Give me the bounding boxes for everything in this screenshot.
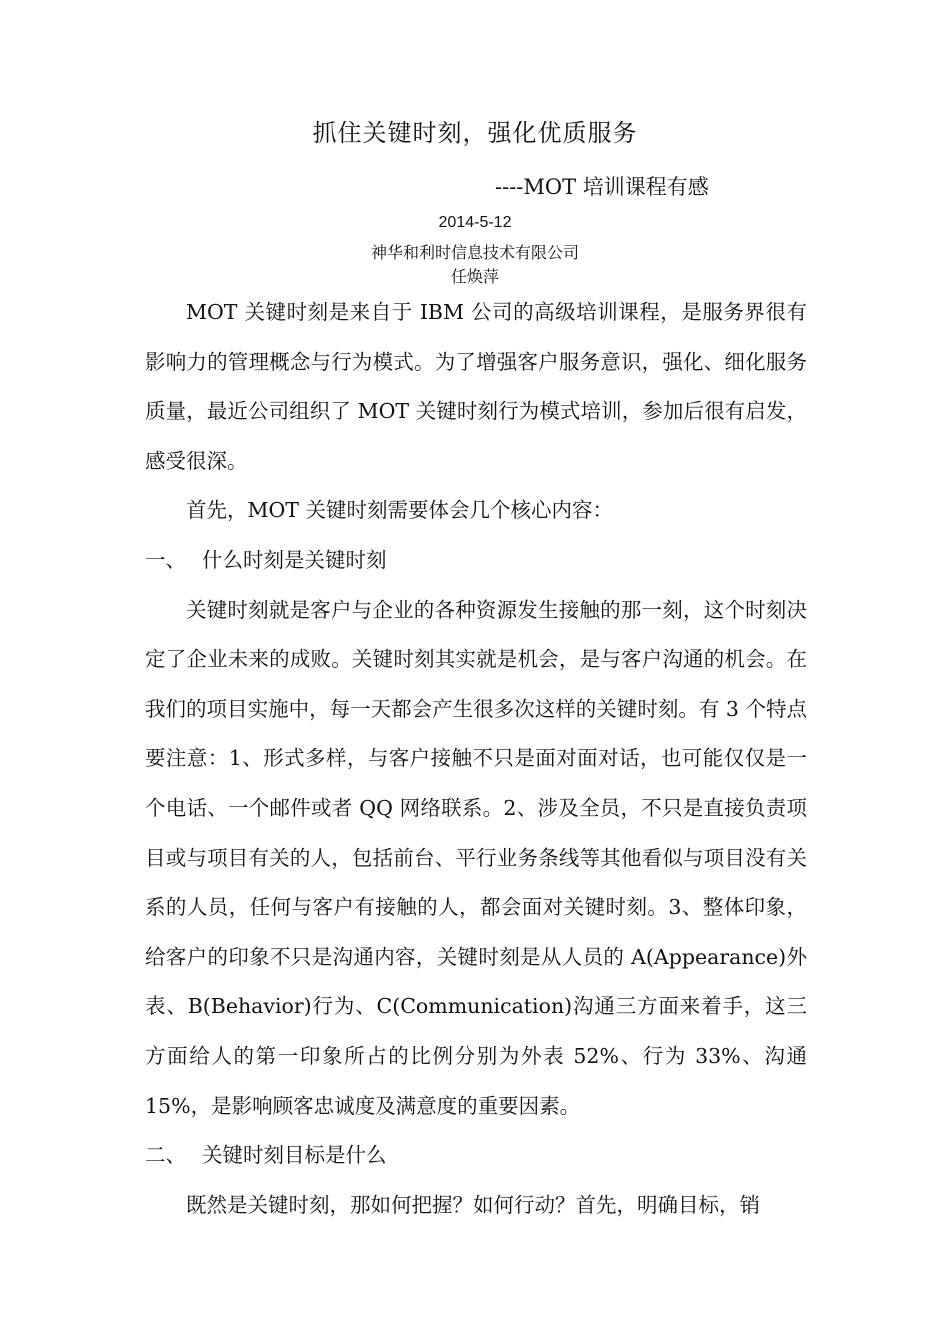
document-company: 神华和利时信息技术有限公司 <box>370 243 579 262</box>
paragraph-intro: MOT 关键时刻是来自于 IBM 公司的高级培训课程，是服务界很有影响力的管理概念与行为模式。为了增强客户服务意识，强化、细化服务质量，最近公司组织了 MOT 关键时刻行为模式培训，参加后很有启发，感受很深。 <box>145 300 807 473</box>
document-author: 任焕萍 <box>450 267 499 286</box>
paragraph-goal: 既然是关键时刻，那如何把握？如何行动？首先，明确目标，销 <box>186 1192 760 1217</box>
section-heading-text: 关键时刻目标是什么 <box>202 1143 387 1168</box>
section-heading-1 <box>145 536 807 586</box>
document-date: 2014-5-12 <box>438 214 512 231</box>
paragraph-definition: 关键时刻就是客户与企业的各种资源发生接触的那一刻，这个时刻决定了企业未来的成败。关键时刻其实就是机会，是与客户沟通的机会。在我们的项目实施中，每一天都会产生很多次这样的关键时刻。有 3 个特点要注意：1、形式多样，与客户接触不只是面对面对话，也可能仅仅是一个电话、一个邮件或者 QQ 网络联系。2、涉及全员，不只是直接负责项目或与项目有关的人，包括前台、平行业务条线等其他看似与项目没有关系的人员，任何与客户有接触的人，都会面对关键时刻。3、整体印象，给客户的印象不只是沟通内容，关键时刻是从人员的 A(Appearance)外表、B(Behavior)行为、C(Communication)沟通三方面来着手，这三方面给人的第一印象所占的比例分别为外表 52%、行为 33%、沟通 15%，是影响顾客忠诚度及满意度的重要因素。 <box>145 597 807 1118</box>
document-title: 抓住关键时刻，强化优质服务 <box>312 119 638 147</box>
document-subtitle: ----MOT 培训课程有感 <box>495 175 709 199</box>
section-heading-text: 什么时刻是关键时刻 <box>202 547 387 572</box>
section-heading-number: 二、 <box>145 1143 186 1168</box>
paragraph-core-content: 首先，MOT 关键时刻需要体会几个核心内容： <box>186 498 613 523</box>
section-heading-number: 一、 <box>145 547 186 572</box>
section-heading-2 <box>145 1131 807 1181</box>
document-body <box>145 288 807 1230</box>
